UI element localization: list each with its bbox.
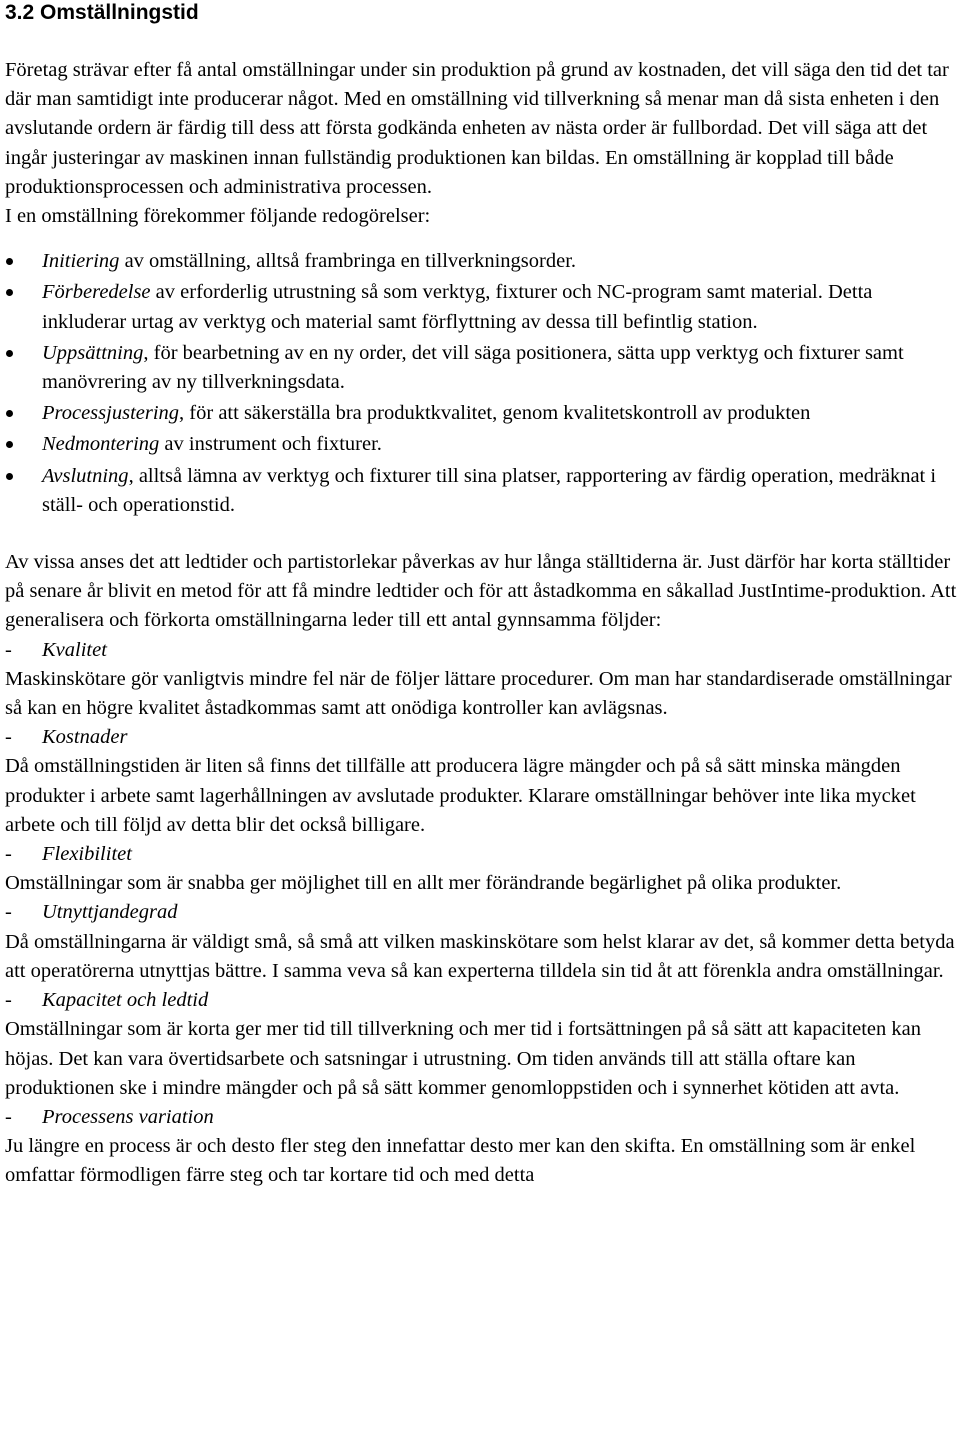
intro-block bbox=[5, 56, 957, 231]
bullet-term: Uppsättning bbox=[42, 341, 144, 364]
dash-marker: - bbox=[5, 1105, 12, 1128]
bullet-text: av omställning, alltså frambringa en tillverkningsorder. bbox=[119, 250, 577, 273]
subsection-text: Maskinskötare gör vanligtvis mindre fel när de följer lättare procedurer. Om man har standardiserade omställningar så kan en högre kvalitet åstadkommas samt att onödiga kontroller kan avlägsnas. bbox=[5, 667, 952, 720]
subsection-text: Ju längre en process är och desto fler steg den innefattar desto mer kan den skifta. En omställning som är enkel omfattar förmodligen färre steg och tar kortare tid och med detta bbox=[5, 1135, 916, 1187]
bullet-list bbox=[5, 247, 957, 520]
bullet-icon bbox=[6, 473, 13, 480]
bullet-icon bbox=[6, 258, 13, 265]
subheading-title: Kapacitet och ledtid bbox=[42, 989, 209, 1012]
bullet-text: , för att säkerställa bra produktkvalitet, genom kvalitetskontroll av produkten bbox=[179, 402, 811, 425]
list-item bbox=[5, 278, 957, 336]
subheading-kapacitet bbox=[5, 986, 957, 1015]
bullet-text: av erforderlig utrustning så som verktyg, fixturer och NC-program samt material. Detta inkluderar urtag av verktyg och material samt förflyttning av dessa till befintlig station. bbox=[42, 281, 873, 333]
bullet-term: Nedmontering bbox=[42, 433, 160, 456]
intro-text-serif: Företag strävar efter få antal omställningar under sin produktion på grund av kostnaden, det vill säga den tid det tar där man samtidigt inte producerar något. Med en omställning vid tillverkning så menar man då sista enheten i den avslutande ordern är färdig till dess att första godkända enheten av nästa order är fullbordad. Det vill säga att det ingår justeringar av maskinen innan fullständig produktionen kan bildas. En omställning är kopplad till både produktionsprocessen och administrativa processen. bbox=[5, 59, 949, 198]
intro-list-lead: I en omställning förekommer följande redogörelser: bbox=[5, 205, 431, 228]
list-item bbox=[5, 430, 957, 459]
dash-marker: - bbox=[5, 901, 12, 924]
bullet-text: av instrument och fixturer. bbox=[159, 433, 382, 456]
bullet-term: Förberedelse bbox=[42, 281, 151, 304]
subheading-title: Utnyttjandegrad bbox=[42, 901, 178, 924]
subheading-title: Kostnader bbox=[42, 726, 128, 749]
list-item bbox=[5, 462, 957, 520]
dash-marker: - bbox=[5, 726, 12, 749]
section-heading: 3.2 Omställningstid bbox=[5, 1, 199, 24]
bullet-text: , alltså lämna av verktyg och fixturer till sina platser, rapportering av färdig operation, medräknat i ställ- och operationstid. bbox=[42, 464, 937, 516]
bullet-term: Initiering bbox=[42, 250, 120, 273]
bullet-term: Processjustering bbox=[42, 402, 180, 425]
dash-marker: - bbox=[5, 989, 12, 1012]
subsection-text: Omställningar som är korta ger mer tid till tillverkning och mer tid i fortsättningen på så sätt att kapaciteten kan höjas. Det kan vara övertidsarbete och satsningar i utrustning. Om tiden används till att ställa oftare kan produktionen ske i mindre mängder och på så sätt kommer genomloppstiden och i synnerhet kötiden att avta. bbox=[5, 1018, 921, 1099]
subheading-title: Processens variation bbox=[42, 1105, 214, 1128]
subsection-text: Omställningar som är snabba ger möjlighet till en allt mer förändrande begärlighet på olika produkter. bbox=[5, 872, 842, 895]
subheading-title: Kvalitet bbox=[42, 638, 107, 661]
dash-marker: - bbox=[5, 638, 12, 661]
intro-paragraph bbox=[5, 56, 957, 202]
subheading-flexibilitet bbox=[5, 840, 957, 869]
dash-marker: - bbox=[5, 843, 12, 866]
subheading-title: Flexibilitet bbox=[42, 843, 132, 866]
subheading-kvalitet bbox=[5, 636, 957, 665]
document-page bbox=[5, 0, 957, 1191]
bullet-icon bbox=[6, 410, 13, 417]
bullet-icon bbox=[6, 289, 13, 296]
bullet-term: Avslutning bbox=[42, 464, 129, 487]
bullet-text: , för bearbetning av en ny order, det vill säga positionera, sätta upp verktyg och fixturer samt manövrering av ny tillverkningsdata. bbox=[42, 341, 904, 394]
consequences-paragraph: Av vissa anses det att ledtider och partistorlekar påverkas av hur långa ställtiderna är. Just därför har korta ställtider på senare år blivit en metod för att få mindre ledtider och för att åstadkomma en såkallad JustIntime-produktion. Att generalisera och förkorta omställningarna leder till ett antal gynnsamma följder: bbox=[5, 551, 957, 632]
consequences-block bbox=[5, 548, 957, 1190]
subheading-kostnader bbox=[5, 723, 957, 752]
subheading-processens-variation bbox=[5, 1103, 957, 1132]
list-item bbox=[5, 339, 957, 397]
subsection-text: Då omställningstiden är liten så finns det tillfälle att producera lägre mängder och på så sätt minska mängden produkter i arbete samt lagerhållningen av avslutade produkter. Klarare omställningar behöver inte lika mycket arbete och till följd av detta blir det också billigare. bbox=[5, 755, 916, 836]
list-item bbox=[5, 399, 957, 428]
subheading-utnyttjandegrad bbox=[5, 898, 957, 927]
list-item bbox=[5, 247, 957, 276]
bullet-icon bbox=[6, 441, 13, 448]
subsection-text: Då omställningarna är väldigt små, så små att vilken maskinskötare som helst klarar av det, så kommer detta betyda att operatörerna utnyttjas bättre. I samma veva så kan experterna tilldela sin tid åt att förenkla andra omställningar. bbox=[5, 930, 955, 982]
bullet-icon bbox=[6, 350, 13, 357]
